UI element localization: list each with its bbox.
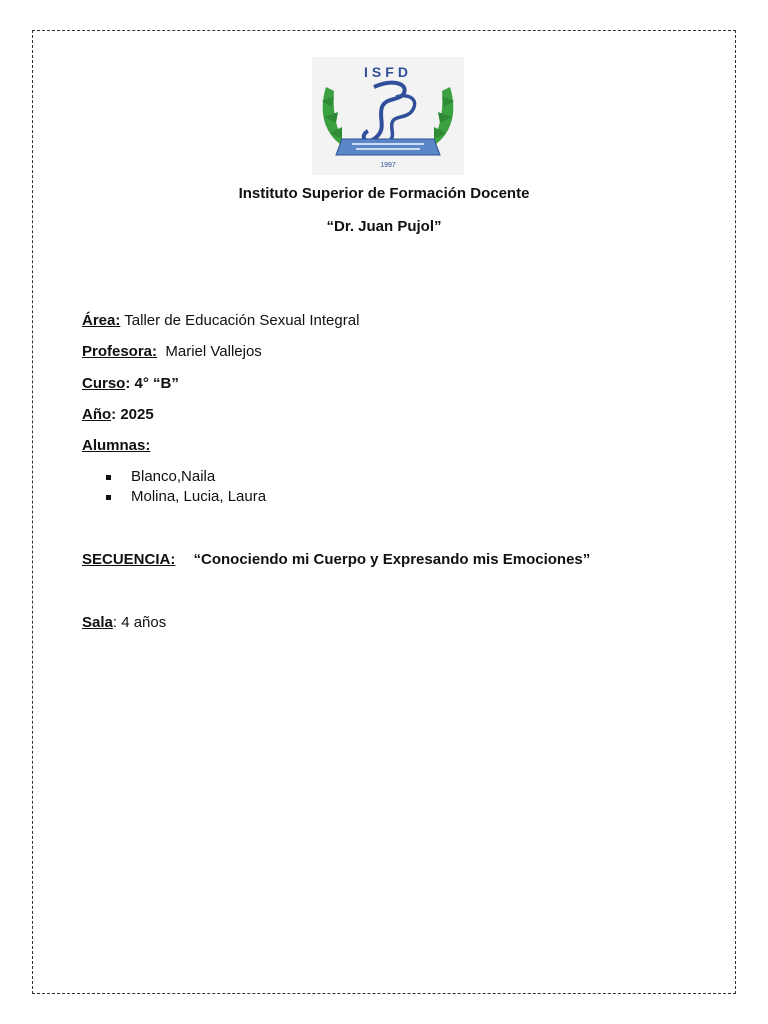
bullet-icon xyxy=(106,495,111,500)
area-label: Área: xyxy=(82,312,121,329)
list-item: Molina, Lucia, Laura xyxy=(100,487,266,507)
curso-field xyxy=(82,375,179,392)
profesora-label: Profesora: xyxy=(82,343,158,360)
institution-subtitle: “Dr. Juan Pujol” xyxy=(326,218,442,235)
alumnas-label: Alumnas: xyxy=(82,437,151,454)
curso-label: Curso xyxy=(82,375,126,392)
curso-value: : 4° “B” xyxy=(125,375,179,392)
bullet-icon xyxy=(106,475,111,480)
institution-name: Instituto Superior de Formación Docente xyxy=(238,185,530,202)
profesora-value: Mariel Vallejos xyxy=(165,343,262,360)
logo-acronym: ISFD xyxy=(364,64,412,80)
alumnas-field xyxy=(82,437,150,454)
institution-logo xyxy=(312,57,464,175)
sala-label: Sala xyxy=(82,614,113,631)
anio-value: : 2025 xyxy=(111,406,154,423)
seal-icon xyxy=(312,57,464,175)
logo-year: 1997 xyxy=(380,162,396,169)
anio-field xyxy=(82,406,154,423)
area-field xyxy=(82,312,359,329)
secuencia-label: SECUENCIA: xyxy=(82,551,176,568)
students-list xyxy=(100,467,266,507)
sala-field xyxy=(82,614,166,631)
sala-value: : 4 años xyxy=(112,614,167,631)
area-value: Taller de Educación Sexual Integral xyxy=(124,312,360,329)
secuencia-field xyxy=(82,551,590,568)
list-item: Blanco,Naila xyxy=(100,467,266,487)
profesora-field xyxy=(82,343,262,360)
anio-label: Año xyxy=(82,406,112,423)
secuencia-title: “Conociendo mi Cuerpo y Expresando mis Emociones” xyxy=(193,551,591,568)
